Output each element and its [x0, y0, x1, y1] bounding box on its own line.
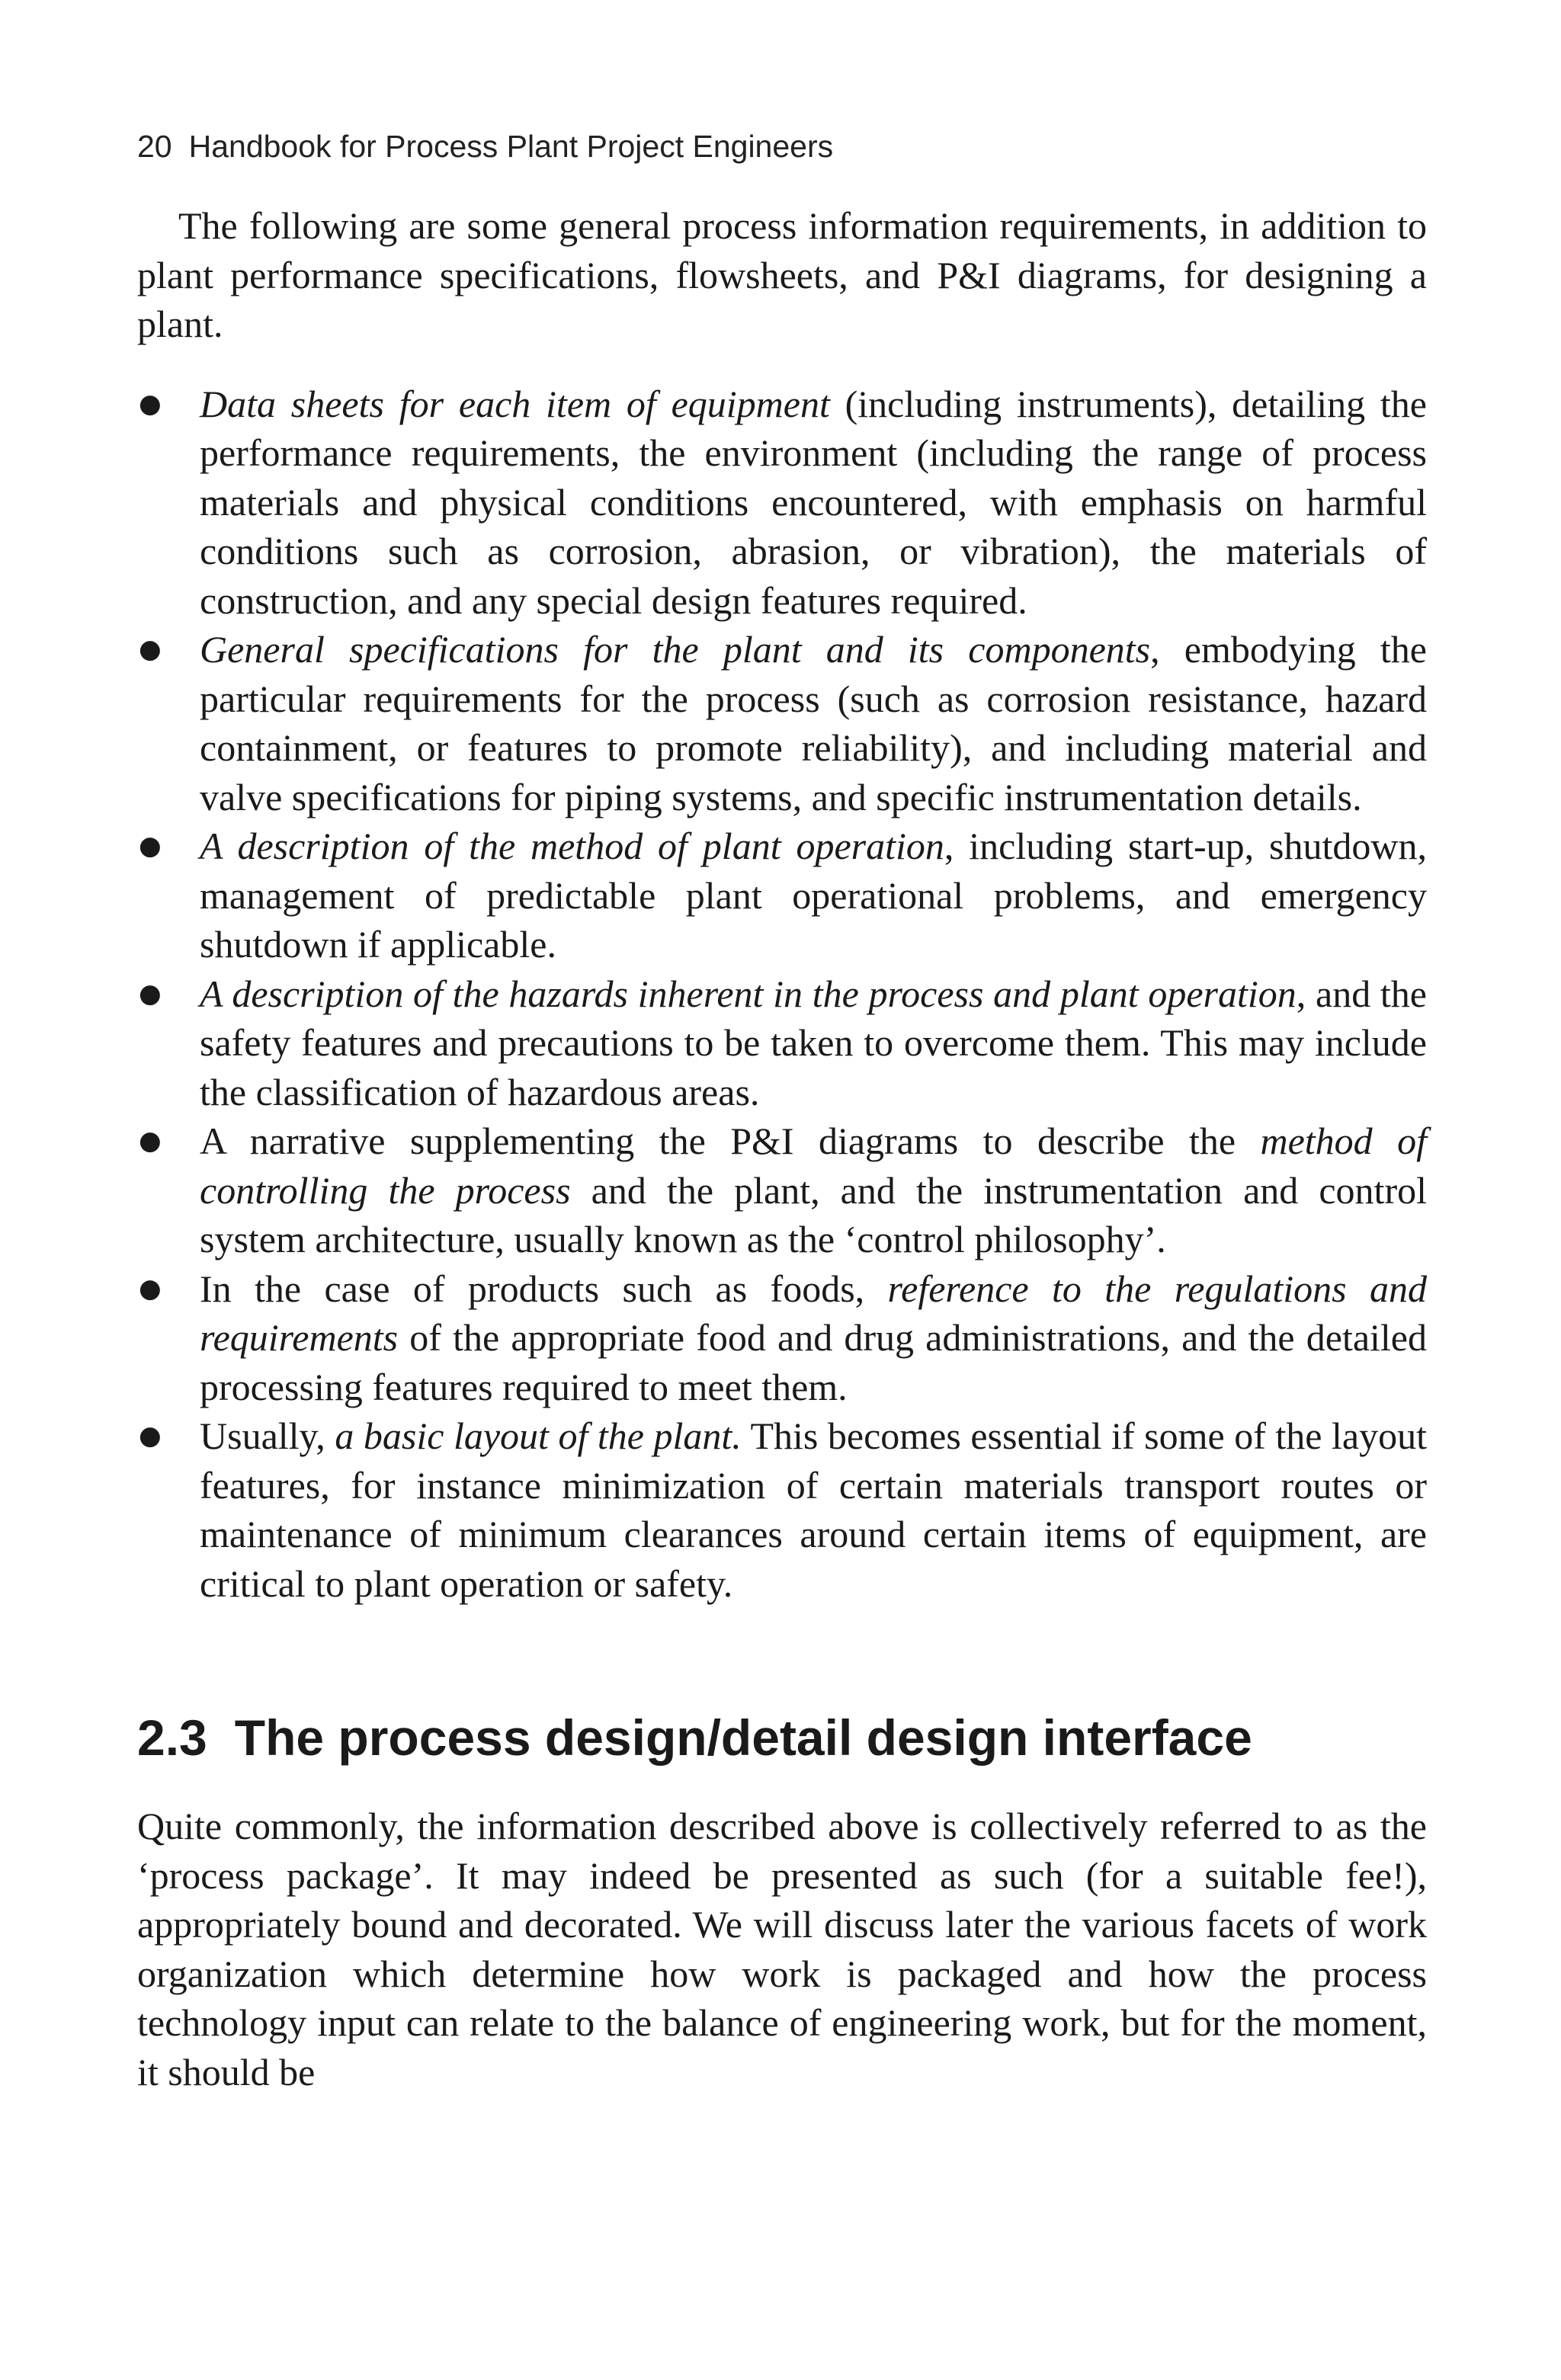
- bullet-icon: ●: [139, 388, 162, 419]
- section-paragraph: Quite commonly, the information described above is collectively referred to as the ‘process package’. It may indeed be presented as such (for a suitable fee!), appropriately bound and decorated. We will discuss later the various facets of work organization which determine how work is packaged and how the process technology input can relate to the balance of engineering work, but for the moment, it should be: [137, 1805, 1427, 2093]
- list-item: ● A description of the method of plant operation, including start-up, shutdown, management of predictable plant operational problems, and emergency shutdown if applicable.: [137, 822, 1427, 969]
- bullet-icon: ●: [139, 1126, 162, 1156]
- page-number: 20: [137, 129, 172, 164]
- intro-paragraph: The following are some general process information requirements, in addition to plant performance specifications, flowsheets, and P&I diagrams, for designing a plant.: [137, 204, 1427, 345]
- bullet-icon: ●: [139, 1273, 162, 1304]
- list-item: ● A narrative supplementing the P&I diagrams to describe the method of controlling the process and the plant, and the instrumentation and control system architecture, usually known as the ‘control philosophy’.: [137, 1116, 1427, 1264]
- bullet-icon: ●: [139, 831, 162, 861]
- running-head: [137, 128, 1427, 165]
- requirements-list: [137, 380, 1427, 1609]
- book-title: Handbook for Process Plant Project Engineers: [188, 129, 834, 164]
- page: [137, 128, 1427, 2097]
- bullet-icon: ●: [139, 634, 162, 665]
- list-item: ● Usually, a basic layout of the plant. This becomes essential if some of the layout features, for instance minimization of certain materials transport routes or maintenance of minimum clearances around certain items of equipment, are critical to plant operation or safety.: [137, 1411, 1427, 1608]
- list-item: ● In the case of products such as foods, reference to the regulations and requirements of the appropriate food and drug administrations, and the detailed processing features required to meet them.: [137, 1264, 1427, 1412]
- bullet-icon: ●: [139, 978, 162, 1009]
- section-title: The process design/detail design interface: [234, 1709, 1252, 1766]
- list-item: ● A description of the hazards inherent in the process and plant operation, and the safety features and precautions to be taken to overcome them. This may include the classification of hazardous areas.: [137, 969, 1427, 1117]
- section-number: 2.3: [137, 1709, 207, 1766]
- list-item: ● General specifications for the plant and its components, embodying the particular requirements for the process (such as corrosion resistance, hazard containment, or features to promote reliability), and including material and valve specifications for piping systems, and specific instrumentation details.: [137, 625, 1427, 822]
- list-item: ● Data sheets for each item of equipment (including instruments), detailing the performance requirements, the environment (including the range of process materials and physical conditions encountered, with emphasis on harmful conditions such as corrosion, abrasion, or vibration), the materials of construction, and any special design features required.: [137, 380, 1427, 626]
- section-heading: [137, 1707, 1427, 1768]
- bullet-icon: ●: [139, 1421, 162, 1451]
